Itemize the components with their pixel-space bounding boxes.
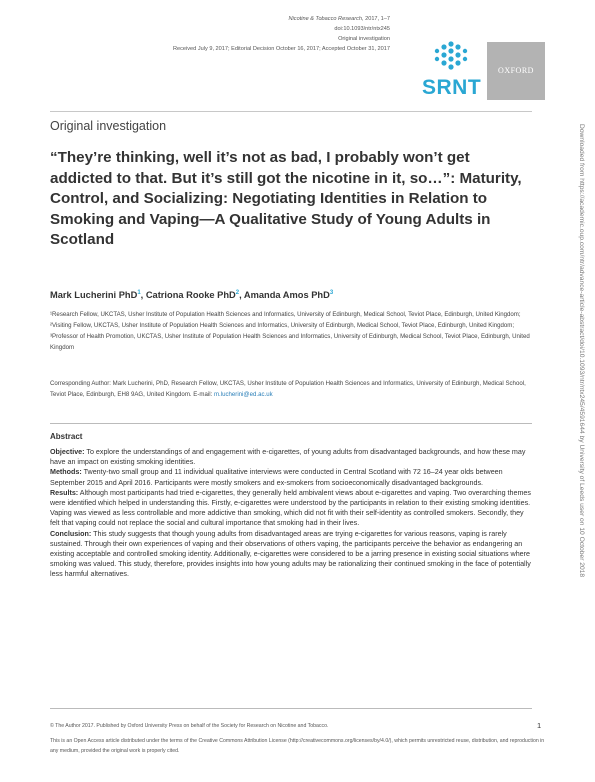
- abstract-heading: Abstract: [50, 432, 83, 441]
- author-affil-ref[interactable]: 2: [235, 290, 240, 296]
- section-label: Original investigation: [50, 119, 167, 133]
- received-dates: Received July 9, 2017; Editorial Decision October 16, 2017; Accepted October 31, 2017: [172, 46, 390, 52]
- page-number: 1: [537, 721, 542, 730]
- author-name[interactable]: Amanda Amos PhD: [243, 290, 330, 301]
- abstract-conclusion: Conclusion: This study suggests that though young adults from disadvantaged areas are trying e-cigarettes for various reasons, vaping is rarely sustained. Through their own experiences of vaping and their observations of others vaping, the participants perceive the behavior as endangering an existing acceptable and controlled smoking identity. Additionally, e-cigarettes were considered to be a jarring presence in existing social situations where smoking was valued. This study, therefore, provides insights into how young adults may be rationalizing their continued smoking in the face of potentially less harmful alternatives.: [50, 529, 531, 579]
- corresponding-text: Corresponding Author: Mark Lucherini, PhD, Research Fellow, UKCTAS, Usher Institute of Population Health Sciences and Informatics, University of Edinburgh, Medical School, Teviot Place, Edinburgh, EH8 9AG, United Kingdom. E-mail:: [50, 380, 526, 398]
- article-title: “They’re thinking, well it’s not as bad, I probably won’t get addicted to that. But it’s still got the nicotine in it, so…”: Maturity, Control, and Socializing: Negotiating Identities in Relation to Smoking and Vaping—A Qualitative Study of Young Adults in Scotland: [50, 149, 522, 248]
- journal-citation: Nicotine & Tobacco Research, 2017, 1–7: [288, 16, 390, 22]
- srnt-logo-text: SRNT: [422, 76, 482, 99]
- license-notice: This is an Open Access article distributed under the terms of the Creative Commons Attribution License (http://creativecommons.org/licenses/by/4.0/), which permits unrestricted reuse, distribution, and reproduction in any medium, provided the original work is properly cited.: [50, 738, 545, 754]
- doi[interactable]: doi:10.1093/ntr/ntx245: [334, 26, 390, 32]
- copyright-notice: © The Author 2017. Published by Oxford University Press on behalf of the Society for Research on Nicotine and Tobacco.: [50, 723, 329, 729]
- corresponding-author: [50, 378, 532, 400]
- abstract-body: [50, 447, 532, 580]
- header-divider: [50, 111, 532, 112]
- author-affil-ref[interactable]: 1: [137, 290, 141, 296]
- abstract-divider: [50, 423, 532, 424]
- author-affil-ref[interactable]: 3: [329, 290, 334, 296]
- email-link[interactable]: m.lucherini@ed.ac.uk: [213, 391, 273, 398]
- author-name[interactable]: Catriona Rooke PhD: [145, 290, 236, 301]
- oxford-logo-text: OXFORD: [498, 66, 534, 75]
- download-watermark: Downloaded from https://academic.oup.com/ntr/advance-article-abstract/doi/10.1093/ntr/ntx245/4591644 by University of Leeds user on 10 October 2018: [578, 124, 585, 578]
- author-name[interactable]: Mark Lucherini PhD: [50, 290, 138, 301]
- abstract-objective: Objective: To explore the understandings of and engagement with e-cigarettes, of young adults from disadvantaged backgrounds, and how these may have an impact on existing smoking identities.: [50, 448, 526, 467]
- author-list: Mark Lucherini PhD$^1$, Catriona Rooke PhD$^2$, Amanda Amos PhD$^3$: [50, 290, 334, 301]
- journal-meta: [173, 14, 390, 54]
- affiliations: ¹Research Fellow, UKCTAS, Usher Institute of Population Health Sciences and Informatics, University of Edinburgh, Medical School, Teviot Place, Edinburgh, United Kingdom; ²Visiting Fellow, UKCTAS, Usher Institute of Population Health Sciences and Informatics, University of Edinburgh, Medical School, Teviot Place, Edinburgh, United Kingdom; ³Professor of Health Promotion, UKCTAS, Usher Institute of Population Health Sciences and Informatics, University of Edinburgh, Medical School, Teviot Place, Edinburgh, United Kingdom: [50, 311, 530, 351]
- footer-divider: [50, 708, 532, 709]
- abstract-methods: Methods: Twenty-two small group and 11 individual qualitative interviews were conducted in Central Scotland with 72 16–24 year olds between September 2015 and April 2016. Participants were mostly smokers and ex-smokers from socioeconomically disadvantaged backgrounds.: [50, 468, 503, 487]
- abstract-results: Results: Although most participants had tried e-cigarettes, they generally held ambivalent views about e-cigarettes and vaping. Two overarching themes were identified which helped in understanding this. Firstly, e-cigarettes were understood by the participants in relation to their existing smoking identities. Vaping was viewed as less controllable and more addictive than smoking, which did not fit with their self-identity as controlled smokers. Secondly, they felt that vaping could not replace the social and cultural importance that smoking had in their lives.: [50, 488, 531, 528]
- article-type: Original investigation: [338, 36, 390, 42]
